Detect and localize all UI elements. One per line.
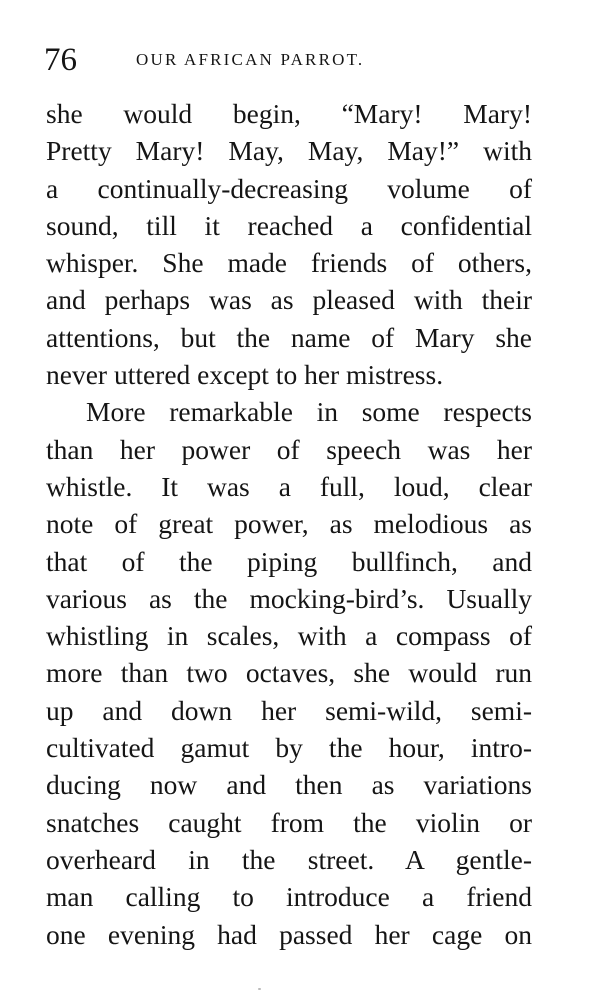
text-line: more than two octaves, she would run [46, 657, 532, 689]
text-line: she would begin, “Mary! Mary! [46, 98, 532, 129]
text-line: one evening had passed her cage on [46, 918, 532, 950]
text-line: than her power of speech was her [46, 433, 532, 465]
text-line: cultivated gamut by the hour, intro- [46, 732, 532, 764]
text-line: whistling in scales, with a compass of [46, 620, 532, 652]
paragraph-2 [46, 393, 532, 952]
text-line: various as the mocking-bird’s. Usually [46, 582, 532, 614]
text-line: sound, till it reached a confidential [46, 209, 532, 241]
body-text [46, 95, 532, 953]
running-title: OUR AFRICAN PARROT. [136, 50, 365, 69]
text-line: snatches caught from the violin or [46, 806, 532, 838]
text-line: whistle. It was a full, loud, clear [46, 470, 532, 502]
text-line: Pretty Mary! May, May, May!” with [46, 135, 532, 167]
paragraph-1 [46, 95, 532, 393]
text-line: and perhaps was as pleased with their [46, 284, 532, 316]
text-line: overheard in the street. A gentle- [46, 843, 532, 875]
text-line: note of great power, as melodious as [46, 508, 532, 540]
text-line: ducing now and then as variations [46, 769, 532, 801]
text-line: never uttered except to her mistress. [46, 359, 444, 391]
running-head [44, 40, 534, 80]
text-line: whisper. She made friends of others, [46, 247, 532, 279]
text-line: up and down her semi-wild, semi- [46, 694, 532, 726]
text-line: that of the piping bullfinch, and [46, 545, 532, 577]
print-speck [258, 988, 261, 990]
text-line: More remarkable in some respects [86, 396, 532, 428]
page-number: 76 [44, 42, 77, 78]
text-line: a continually-decreasing volume of [46, 172, 532, 204]
text-line: man calling to introduce a friend [46, 881, 532, 913]
text-line: attentions, but the name of Mary she [46, 321, 532, 353]
